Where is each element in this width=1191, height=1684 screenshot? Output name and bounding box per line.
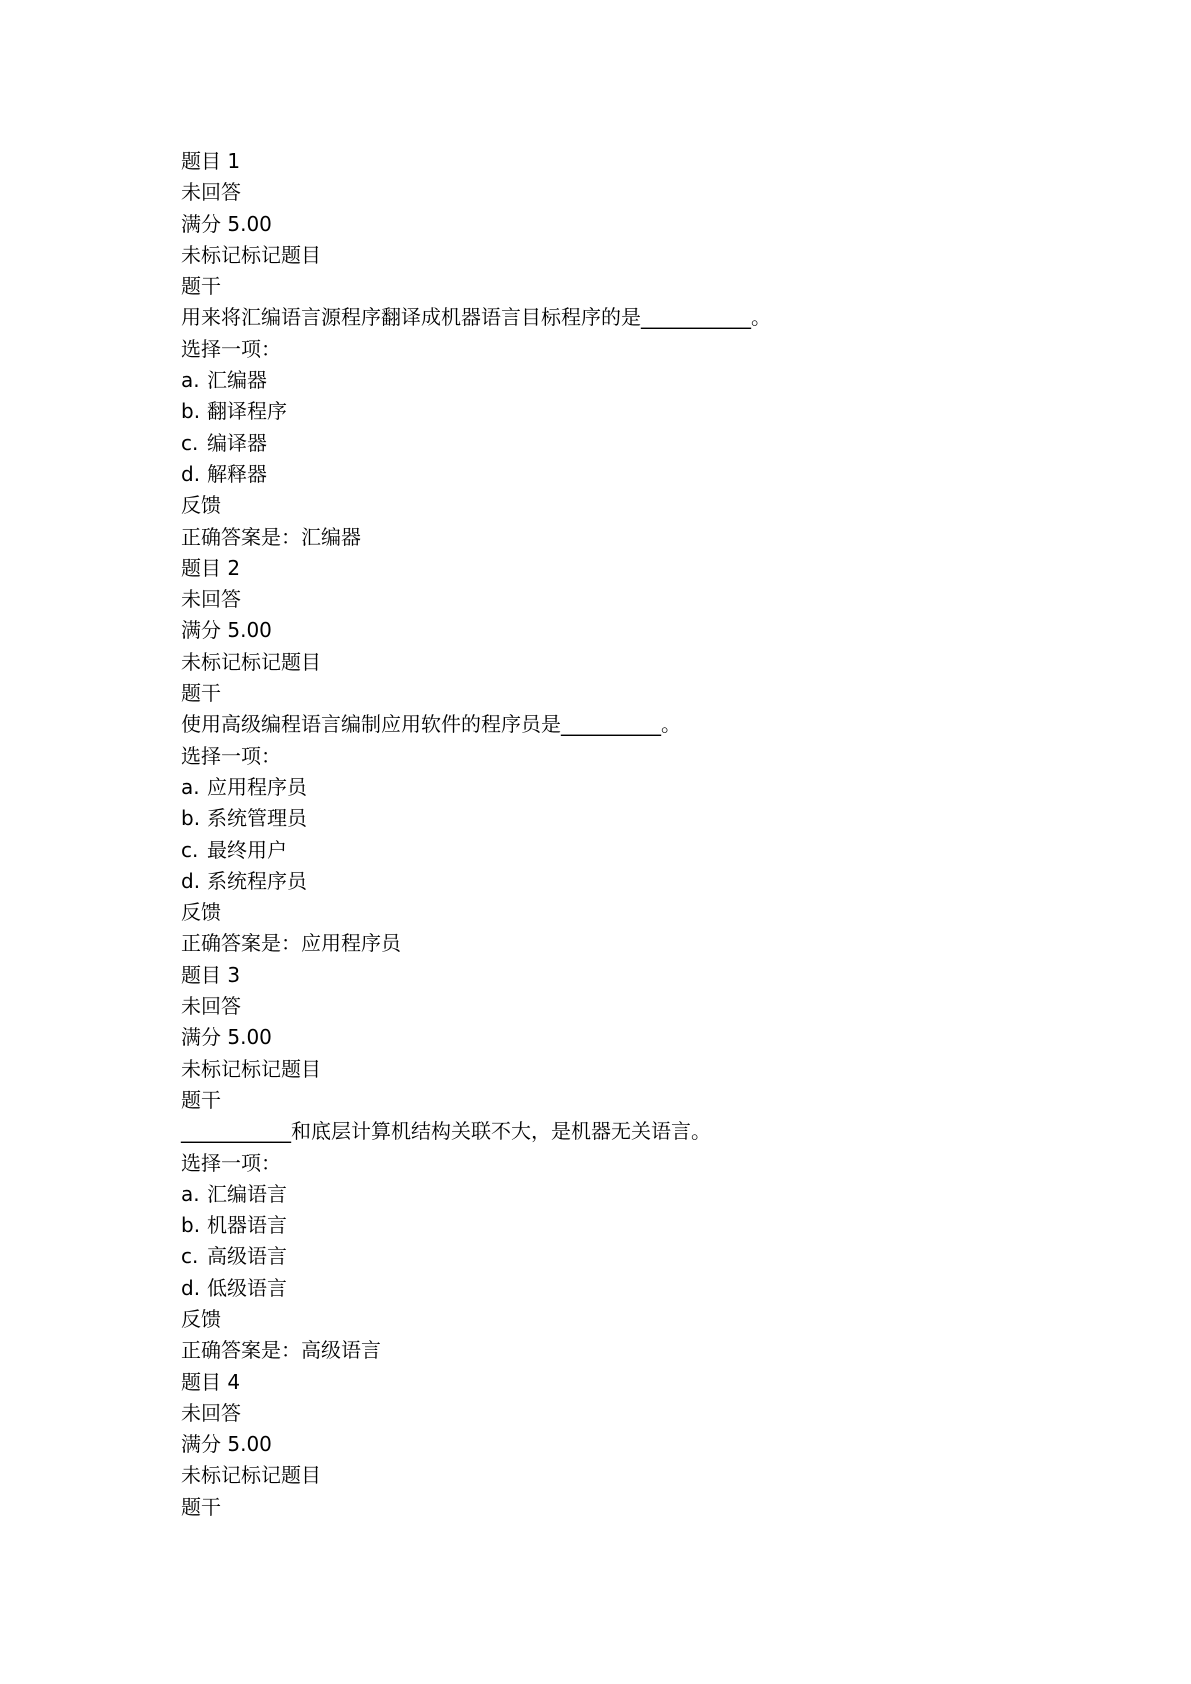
correct-answer: 正确答案是：应用程序员 bbox=[181, 931, 401, 956]
question-status: 未回答 bbox=[181, 1400, 241, 1425]
option-letter: a. bbox=[181, 368, 200, 393]
question-score: 满分 5.00 bbox=[181, 1025, 272, 1050]
option-text: 高级语言 bbox=[207, 1244, 287, 1269]
question-score: 满分 5.00 bbox=[181, 211, 272, 236]
option-text: 机器语言 bbox=[207, 1213, 287, 1238]
correct-answer: 正确答案是：高级语言 bbox=[181, 1338, 381, 1363]
option-text: 翻译程序 bbox=[207, 399, 287, 424]
option-c bbox=[181, 428, 1081, 459]
option-letter: c. bbox=[181, 1244, 199, 1269]
option-text: 汇编语言 bbox=[207, 1181, 287, 1206]
option-letter: a. bbox=[181, 774, 200, 799]
option-c bbox=[181, 835, 1081, 866]
question-stem: 用来将汇编语言源程序翻译成机器语言目标程序的是___________。 bbox=[181, 305, 771, 330]
option-letter: d. bbox=[181, 1275, 201, 1300]
option-text: 低级语言 bbox=[207, 1275, 287, 1300]
choose-prompt: 选择一项： bbox=[181, 1150, 281, 1175]
question-status: 未回答 bbox=[181, 180, 241, 205]
option-text: 应用程序员 bbox=[207, 774, 307, 799]
feedback-label: 反馈 bbox=[181, 900, 221, 925]
option-a bbox=[181, 1179, 1081, 1210]
question-title: 题目 4 bbox=[181, 1369, 241, 1394]
choose-prompt: 选择一项： bbox=[181, 336, 281, 361]
option-c bbox=[181, 1241, 1081, 1272]
option-text: 系统程序员 bbox=[207, 868, 307, 893]
flag-question-label: 未标记标记题目 bbox=[181, 1056, 321, 1081]
option-text: 最终用户 bbox=[207, 837, 287, 862]
stem-label: 题干 bbox=[181, 681, 221, 706]
correct-answer: 正确答案是：汇编器 bbox=[181, 524, 361, 549]
question-title: 题目 1 bbox=[181, 149, 241, 173]
option-b bbox=[181, 396, 1081, 427]
option-letter: a. bbox=[181, 1181, 200, 1206]
option-text: 汇编器 bbox=[207, 368, 267, 393]
question-stem: 使用高级编程语言编制应用软件的程序员是__________。 bbox=[181, 712, 681, 737]
option-d bbox=[181, 1273, 1081, 1304]
document-page bbox=[181, 146, 1081, 1523]
option-d bbox=[181, 866, 1081, 897]
feedback-label: 反馈 bbox=[181, 493, 221, 518]
stem-label: 题干 bbox=[181, 1087, 221, 1112]
option-a bbox=[181, 365, 1081, 396]
question-score: 满分 5.00 bbox=[181, 1432, 272, 1457]
question-score: 满分 5.00 bbox=[181, 618, 272, 643]
option-text: 解释器 bbox=[207, 461, 267, 486]
option-text: 编译器 bbox=[207, 430, 267, 455]
option-d bbox=[181, 459, 1081, 490]
choose-prompt: 选择一项： bbox=[181, 743, 281, 768]
flag-question-label: 未标记标记题目 bbox=[181, 1463, 321, 1488]
option-letter: c. bbox=[181, 430, 199, 455]
stem-label: 题干 bbox=[181, 274, 221, 299]
option-b bbox=[181, 803, 1081, 834]
question-title: 题目 2 bbox=[181, 555, 241, 580]
question-stem: ___________和底层计算机结构关联不大，是机器无关语言。 bbox=[181, 1119, 711, 1144]
option-letter: d. bbox=[181, 461, 201, 486]
feedback-label: 反馈 bbox=[181, 1306, 221, 1331]
option-letter: c. bbox=[181, 837, 199, 862]
option-letter: d. bbox=[181, 868, 201, 893]
option-letter: b. bbox=[181, 1213, 201, 1238]
stem-label: 题干 bbox=[181, 1494, 221, 1519]
question-status: 未回答 bbox=[181, 587, 241, 612]
option-b bbox=[181, 1210, 1081, 1241]
option-a bbox=[181, 772, 1081, 803]
option-letter: b. bbox=[181, 399, 201, 424]
question-status: 未回答 bbox=[181, 994, 241, 1019]
question-title: 题目 3 bbox=[181, 962, 241, 987]
option-letter: b. bbox=[181, 806, 201, 831]
flag-question-label: 未标记标记题目 bbox=[181, 242, 321, 267]
option-text: 系统管理员 bbox=[207, 806, 307, 831]
flag-question-label: 未标记标记题目 bbox=[181, 649, 321, 674]
